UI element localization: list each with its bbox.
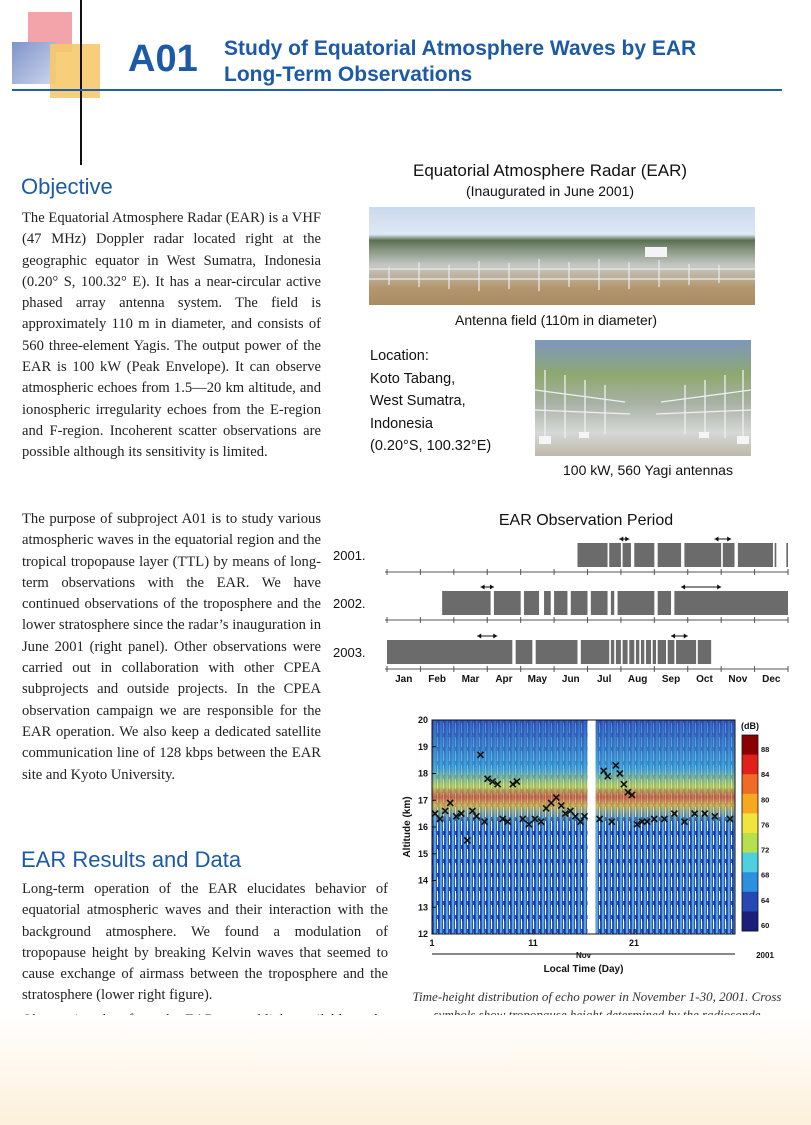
location-text bbox=[370, 345, 491, 458]
objective-paragraph-2: The purpose of subproject A01 is to study various atmospheric waves in the equatorial region and the tropical tropopause layer (TTL) by means of long-term observations with the EAR. We have continued observations of the troposphere and the lower stratosphere since the radar’s inauguration in June 2001 (right panel). Other observations were carried out in collaboration with other CPEA subprojects and outside projects. In the CPEA observation campaign we are responsible for the EAR operation. We also keep a dedicated satellite communication line of 128 kbps between the EAR site and Kyoto University. bbox=[22, 511, 321, 783]
header-horizontal-rule bbox=[12, 89, 782, 91]
y-tick-label: 18 bbox=[417, 768, 428, 779]
yagi-antennas-photo bbox=[535, 340, 751, 456]
antenna-field-caption: Antenna field (110m in diameter) bbox=[455, 312, 658, 328]
observation-period-bar bbox=[577, 543, 607, 567]
colorbar-segment bbox=[742, 833, 758, 853]
observation-period-bar bbox=[646, 640, 651, 664]
observation-period-bar bbox=[723, 543, 735, 567]
observation-period-bar bbox=[653, 640, 656, 664]
observation-period-bar bbox=[618, 591, 655, 615]
observation-period-bar bbox=[536, 640, 578, 664]
year-label: 2001. bbox=[333, 548, 366, 563]
observation-period-bar bbox=[684, 543, 721, 567]
observation-period-bar bbox=[775, 543, 777, 567]
observation-period-bar bbox=[554, 591, 567, 615]
colorbar-segment bbox=[742, 755, 758, 775]
x-tick-label: 1 bbox=[429, 938, 435, 948]
month-label: May bbox=[527, 674, 548, 685]
observation-period-bar bbox=[668, 640, 675, 664]
observation-period-bar bbox=[524, 591, 539, 615]
year-label: 2001 bbox=[756, 951, 774, 960]
month-label: Oct bbox=[696, 674, 713, 685]
objective-heading: Objective bbox=[21, 174, 113, 199]
colorbar-tick-label: 76 bbox=[761, 820, 770, 830]
radar-figure-subtitle: (Inaugurated in June 2001) bbox=[465, 183, 635, 199]
observation-period-bar bbox=[571, 591, 588, 615]
observation-period-bar bbox=[581, 640, 609, 664]
month-label: Aug bbox=[627, 674, 648, 685]
no-data-gap bbox=[588, 720, 596, 934]
month-label: Dec bbox=[762, 674, 781, 685]
year-label: 2002. bbox=[333, 596, 366, 611]
observation-period-bar bbox=[698, 640, 711, 664]
month-label: Apr bbox=[495, 674, 513, 685]
colorbar-segment bbox=[742, 853, 758, 873]
observation-period-bar bbox=[623, 640, 628, 664]
colorbar-tick-label: 72 bbox=[761, 845, 770, 855]
y-tick-label: 17 bbox=[417, 795, 428, 806]
x-tick-label: 21 bbox=[628, 938, 640, 948]
observation-period-chart bbox=[330, 505, 805, 690]
observation-chart-title: EAR Observation Period bbox=[498, 512, 674, 529]
colorbar-tick-label: 68 bbox=[761, 870, 770, 880]
y-tick-label: 12 bbox=[417, 929, 428, 939]
month-label: Jun bbox=[561, 674, 580, 685]
x-axis-title: Local Time (Day) bbox=[543, 964, 624, 975]
observation-period-bar bbox=[629, 640, 634, 664]
observation-period-bar bbox=[786, 543, 788, 567]
month-label: Feb bbox=[428, 674, 447, 685]
y-axis-title: Altitude (km) bbox=[402, 796, 413, 858]
heatmap-caption: Time-height distribution of echo power in November 1-30, 2001. Cross bbox=[412, 989, 782, 1004]
radar-figure-title: Equatorial Atmosphere Radar (EAR) bbox=[412, 161, 688, 180]
month-label: Nov bbox=[575, 951, 592, 960]
observation-period-bar bbox=[641, 640, 644, 664]
yagi-caption: 100 kW, 560 Yagi antennas bbox=[563, 462, 733, 478]
month-label: Mar bbox=[461, 674, 480, 685]
observation-period-bar bbox=[516, 640, 533, 664]
observation-period-bar bbox=[609, 543, 621, 567]
colorbar-tick-label: 88 bbox=[761, 745, 770, 754]
location-line: Indonesia bbox=[370, 415, 433, 432]
colorbar-segment bbox=[742, 872, 758, 892]
month-label: Jul bbox=[596, 674, 612, 685]
observation-period-bar bbox=[658, 591, 671, 615]
subproject-code: A01 bbox=[128, 38, 198, 80]
colorbar-segment bbox=[742, 813, 758, 833]
y-tick-label: 16 bbox=[417, 822, 428, 832]
colorbar-unit: (dB) bbox=[741, 721, 759, 731]
year-label: 2003. bbox=[333, 645, 366, 660]
colorbar-segment bbox=[742, 892, 758, 912]
observation-period-bar bbox=[674, 591, 788, 615]
y-tick-label: 20 bbox=[417, 715, 428, 725]
location-line: Koto Tabang, bbox=[370, 370, 456, 387]
y-tick-label: 19 bbox=[417, 741, 428, 752]
observation-period-bar bbox=[591, 591, 608, 615]
yagi-antennas-photo-art bbox=[535, 340, 751, 456]
results-heading: EAR Results and Data bbox=[21, 847, 242, 872]
observation-period-bar bbox=[658, 543, 681, 567]
observation-period-bar bbox=[611, 591, 614, 615]
antenna-field-photo-art bbox=[369, 207, 755, 305]
colorbar-tick-label: 84 bbox=[761, 770, 770, 780]
location-line: Location: bbox=[370, 348, 429, 364]
colorbar-segment bbox=[742, 735, 758, 755]
observation-period-bar bbox=[623, 543, 631, 567]
title-line-1: Study of Equatorial Atmosphere Waves by EAR bbox=[224, 37, 697, 60]
observation-period-bar bbox=[616, 640, 621, 664]
echo-power-heatmap bbox=[398, 705, 778, 985]
observation-period-bar bbox=[611, 640, 614, 664]
heatmap-tropopause-band bbox=[432, 720, 735, 827]
month-label: Jan bbox=[395, 674, 413, 685]
observation-period-bar bbox=[494, 591, 521, 615]
y-tick-label: 14 bbox=[417, 875, 428, 886]
observation-period-bar bbox=[634, 543, 654, 567]
colorbar-segment bbox=[742, 774, 758, 794]
observation-period-bar bbox=[676, 640, 696, 664]
colorbar-tick-label: 64 bbox=[761, 895, 770, 905]
colorbar-tick-label: 80 bbox=[761, 795, 770, 805]
x-tick-label: 11 bbox=[528, 938, 538, 948]
month-label: Sep bbox=[661, 674, 681, 685]
colorbar-tick-label: 60 bbox=[761, 921, 770, 930]
colorbar-segment bbox=[742, 911, 758, 931]
observation-period-bar bbox=[636, 640, 639, 664]
observation-period-bar bbox=[442, 591, 490, 615]
page-title bbox=[224, 36, 784, 88]
title-line-2: Long-Term Observations bbox=[224, 63, 473, 86]
objective-paragraph-1: The Equatorial Atmosphere Radar (EAR) is a VHF (47 MHz) Doppler radar located right at the geographic equator in West Sumatra, Indonesia (0.20° S, 100.32° E). It has a near-circular active phased array antenna system. The field is approximately 110 m in diameter, and consists of 560 three-element Yagis. The output power of the EAR is 100 kW (Peak Envelope). It can observe atmospheric echoes from 1.5—20 km altitude, and ionospheric irregularity echoes from the E-region and F-region. Incoherent scatter observations are possible although its sensitivity is limited. bbox=[22, 210, 321, 461]
observation-period-bar bbox=[658, 640, 666, 664]
observation-period-bar bbox=[387, 640, 512, 664]
antenna-field-photo bbox=[369, 207, 755, 305]
colorbar-segment bbox=[742, 794, 758, 814]
observation-period-bar bbox=[738, 543, 773, 567]
y-tick-label: 15 bbox=[417, 848, 428, 859]
location-line: West Sumatra, bbox=[370, 393, 466, 409]
bottom-background-fade bbox=[0, 1015, 811, 1125]
month-label: Nov bbox=[728, 674, 748, 685]
y-tick-label: 13 bbox=[417, 902, 428, 913]
observation-period-bar bbox=[544, 591, 551, 615]
location-line: (0.20°S, 100.32°E) bbox=[370, 438, 492, 454]
header-vertical-rule bbox=[80, 0, 82, 165]
results-paragraph-1: Long-term operation of the EAR elucidates behavior of equatorial atmospheric waves and their interaction with the background atmosphere. We found a modulation of tropopause height by breaking Kelvin waves that seemed to cause exchange of airmass between the troposphere and the stratosphere (lower right figure). bbox=[22, 881, 388, 1004]
